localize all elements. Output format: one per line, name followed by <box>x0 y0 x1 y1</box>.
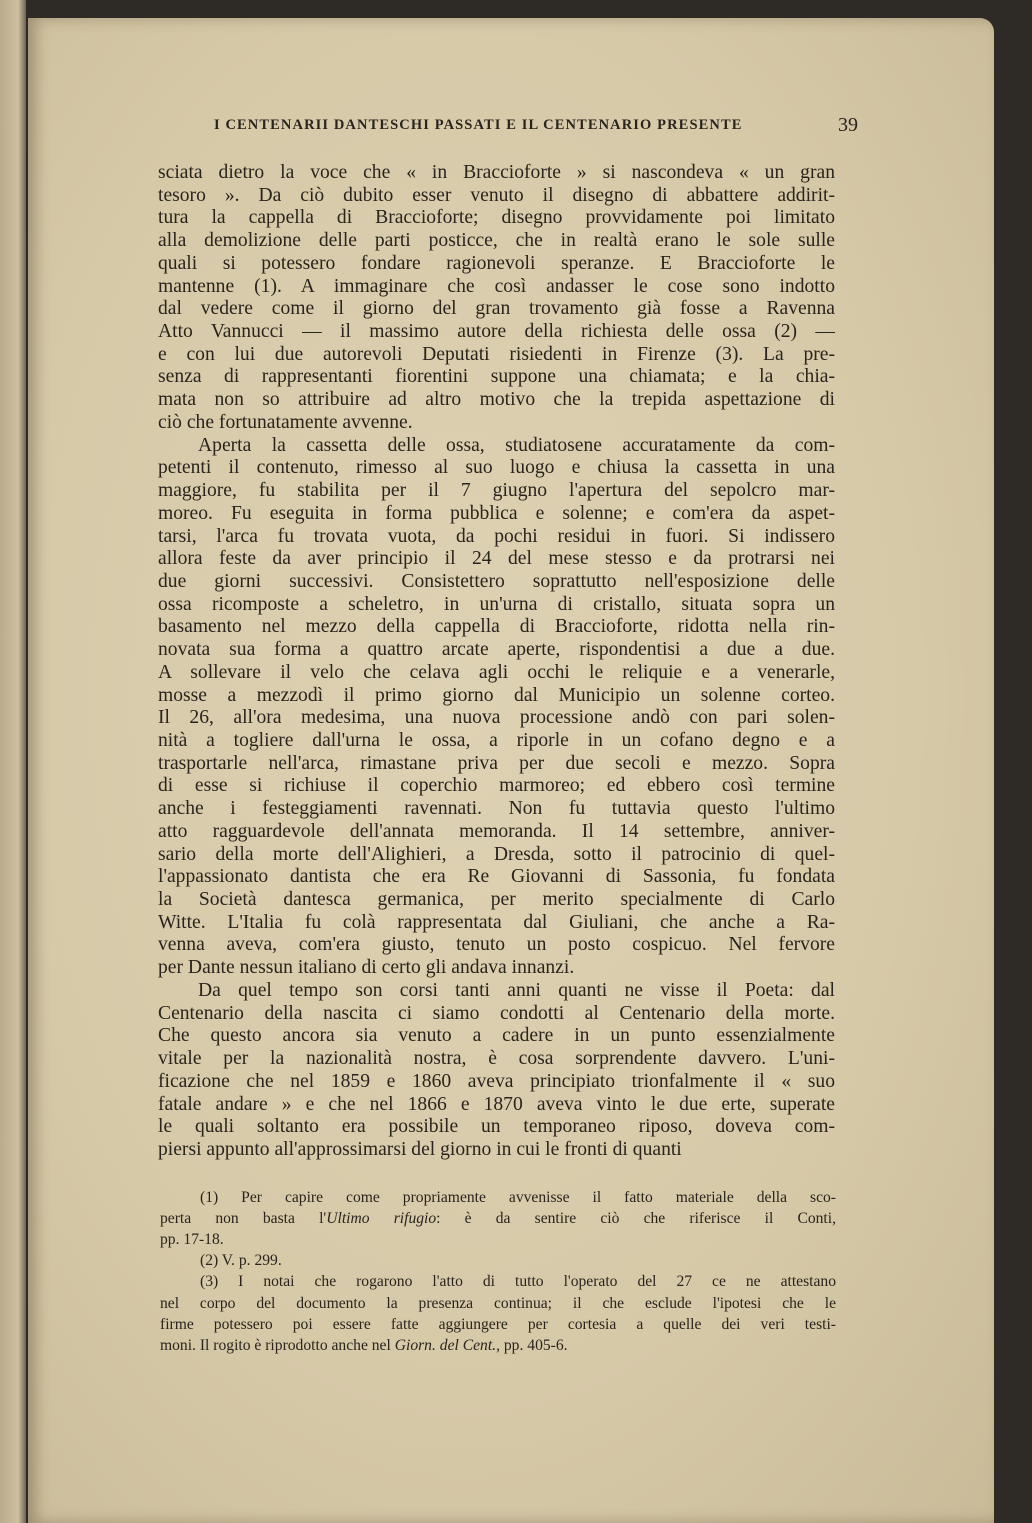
text-line: atto ragguardevole dell'annata memoranda. Il 14 settembre, anniver- <box>158 820 835 842</box>
footnote-line <box>160 1251 836 1271</box>
footnote-text: : è da sentire ciò che riferisce il Conti, <box>436 1210 836 1228</box>
text-line: ficazione che nel 1859 e 1860 aveva principiato trionfalmente il « suo <box>158 1070 835 1092</box>
text-line: senza di rappresentanti fiorentini suppone una chiamata; e la chia- <box>158 366 835 388</box>
text-line: tura la cappella di Braccioforte; disegno provvidamente poi limitato <box>158 207 835 229</box>
footnote-text: moni. Il rogito è riprodotto anche nel <box>160 1336 395 1354</box>
page-number: 39 <box>838 114 858 136</box>
text-line: sario della morte dell'Alighieri, a Dresda, sotto il patrocinio di quel- <box>158 843 835 865</box>
footnote-text: (2) V. p. 299. <box>200 1252 282 1270</box>
text-line: Atto Vannucci — il massimo autore della richiesta delle ossa (2) — <box>158 321 835 343</box>
text-line: mantenne (1). A immaginare che così andasser le cose sono indotto <box>158 275 835 297</box>
footnote-line <box>160 1336 836 1356</box>
text-line: sciata dietro la voce che « in Braccioforte » si nascondeva « un gran <box>158 162 835 183</box>
text-line: Witte. L'Italia fu colà rappresentata dal Giuliani, che anche a Ra- <box>158 911 835 933</box>
footnote-line <box>160 1315 836 1335</box>
text-line: di esse si richiuse il coperchio marmoreo; ed ebbero così termine <box>158 775 835 797</box>
italic-title: Giorn. del Cent. <box>394 1336 497 1354</box>
text-line: A sollevare il velo che celava agli occhi le reliquie e a venerarle, <box>158 661 835 683</box>
text-line: mata non so attribuire ad altro motivo che la trepida aspettazione di <box>158 389 835 411</box>
text-line: due giorni successivi. Consistettero soprattutto nell'esposizione delle <box>158 570 835 592</box>
text-line: allora feste da aver principio il 24 del mese stesso e da protrarsi nei <box>158 548 835 570</box>
footnote-line <box>160 1230 836 1250</box>
footnote-text: pp. 17-18. <box>160 1231 224 1249</box>
text-line: Che questo ancora sia venuto a cadere in un punto essenzialmente <box>158 1025 835 1047</box>
text-line: vitale per la nazionalità nostra, è cosa sorprendente davvero. L'uni- <box>158 1048 835 1070</box>
text-line: Il 26, all'ora medesima, una nuova processione andò con pari solen- <box>158 707 835 729</box>
footnote-line <box>160 1188 836 1208</box>
text-line: basamento nel mezzo della cappella di Braccioforte, ridotta nella rin- <box>158 616 835 638</box>
italic-title: Ultimo rifugio <box>326 1210 437 1228</box>
text-line: fatale andare » e che nel 1866 e 1870 aveva vinto le due erte, superate <box>158 1093 835 1115</box>
text-line: piersi appunto all'approssimarsi del giorno in cui le fronti di quanti <box>158 1138 682 1160</box>
footnote-text: , pp. 405-6. <box>496 1336 568 1354</box>
text-line: venna aveva, com'era giusto, tenuto un posto cospicuo. Nel fervore <box>158 934 835 956</box>
text-line: moreo. Fu eseguita in forma pubblica e solenne; e com'era da aspet- <box>158 502 835 524</box>
text-line: Aperta la cassetta delle ossa, studiatosene accuratamente da com- <box>198 434 835 456</box>
text-line: per Dante nessun italiano di certo gli andava innanzi. <box>158 957 575 979</box>
text-line: ciò che fortunatamente avvenne. <box>158 411 413 433</box>
footnote-text: perta non basta l' <box>160 1210 327 1228</box>
text-line: mosse a mezzodì il primo giorno dal Municipio un solenne corteo. <box>158 684 835 706</box>
footnote-line <box>160 1272 836 1292</box>
footnote-text: (3) I notai che rogarono l'atto di tutto l'operato del 27 ce ne attestano <box>200 1273 836 1291</box>
text-line: dal vedere come il giorno del gran trovamento già fosse a Ravenna <box>158 298 835 320</box>
footnote-line <box>160 1294 836 1314</box>
text-line: petenti il contenuto, rimesso al suo luogo e chiusa la cassetta in una <box>158 457 835 479</box>
text-line: trasportarle nell'arca, rimastane priva per due secoli e mezzo. Sopra <box>158 752 835 774</box>
footnote-text: firme potessero poi essere fatte aggiungere per cortesia a quelle dei veri testi- <box>160 1315 836 1333</box>
text-line: l'appassionato dantista che era Re Giovanni di Sassonia, fu fondata <box>158 866 835 888</box>
footnote-line <box>160 1209 836 1229</box>
text-line: novata sua forma a quattro arcate aperte, rispondentisi a due a due. <box>158 639 835 661</box>
running-head: I CENTENARII DANTESCHI PASSATI E IL CENTENARIO PRESENTE <box>214 117 743 133</box>
text-line: e con lui due autorevoli Deputati risiedenti in Firenze (3). La pre- <box>158 343 835 365</box>
text-line: tesoro ». Da ciò dubito esser venuto il disegno di abbattere addirit- <box>158 184 835 206</box>
text-line: anche i festeggiamenti ravennati. Non fu tuttavia questo l'ultimo <box>158 798 835 820</box>
previous-page-edge <box>0 0 26 1523</box>
text-line: Da quel tempo son corsi tanti anni quanti ne visse il Poeta: dal <box>198 979 835 1001</box>
text-line: Centenario della nascita ci siamo condotti al Centenario della morte. <box>158 1002 835 1024</box>
footnote-text: (1) Per capire come propriamente avvenisse il fatto materiale della sco- <box>200 1189 836 1206</box>
footnote-text: nel corpo del documento la presenza continua; il che esclude l'ipotesi che le <box>160 1294 836 1312</box>
text-line: alla demolizione delle parti posticce, che in realtà erano le sole sulle <box>158 230 835 252</box>
text-line: ossa ricomposte a scheletro, in un'urna di cristallo, situata sopra un <box>158 593 835 615</box>
text-line: nità a togliere dall'urna le ossa, a riporle in un cofano degno e a <box>158 730 835 751</box>
text-line: maggiore, fu stabilita per il 7 giugno l'apertura del sepolcro mar- <box>158 480 835 502</box>
text-line: le quali soltanto era possibile un temporaneo riposo, doveva com- <box>158 1116 835 1138</box>
text-line: la Società dantesca germanica, per merito specialmente di Carlo <box>158 889 835 911</box>
text-line: tarsi, l'arca fu trovata vuota, da pochi residui in fuori. Si indissero <box>158 525 835 547</box>
text-line: quali si potessero fondare ragionevoli speranze. E Braccioforte le <box>158 252 835 274</box>
